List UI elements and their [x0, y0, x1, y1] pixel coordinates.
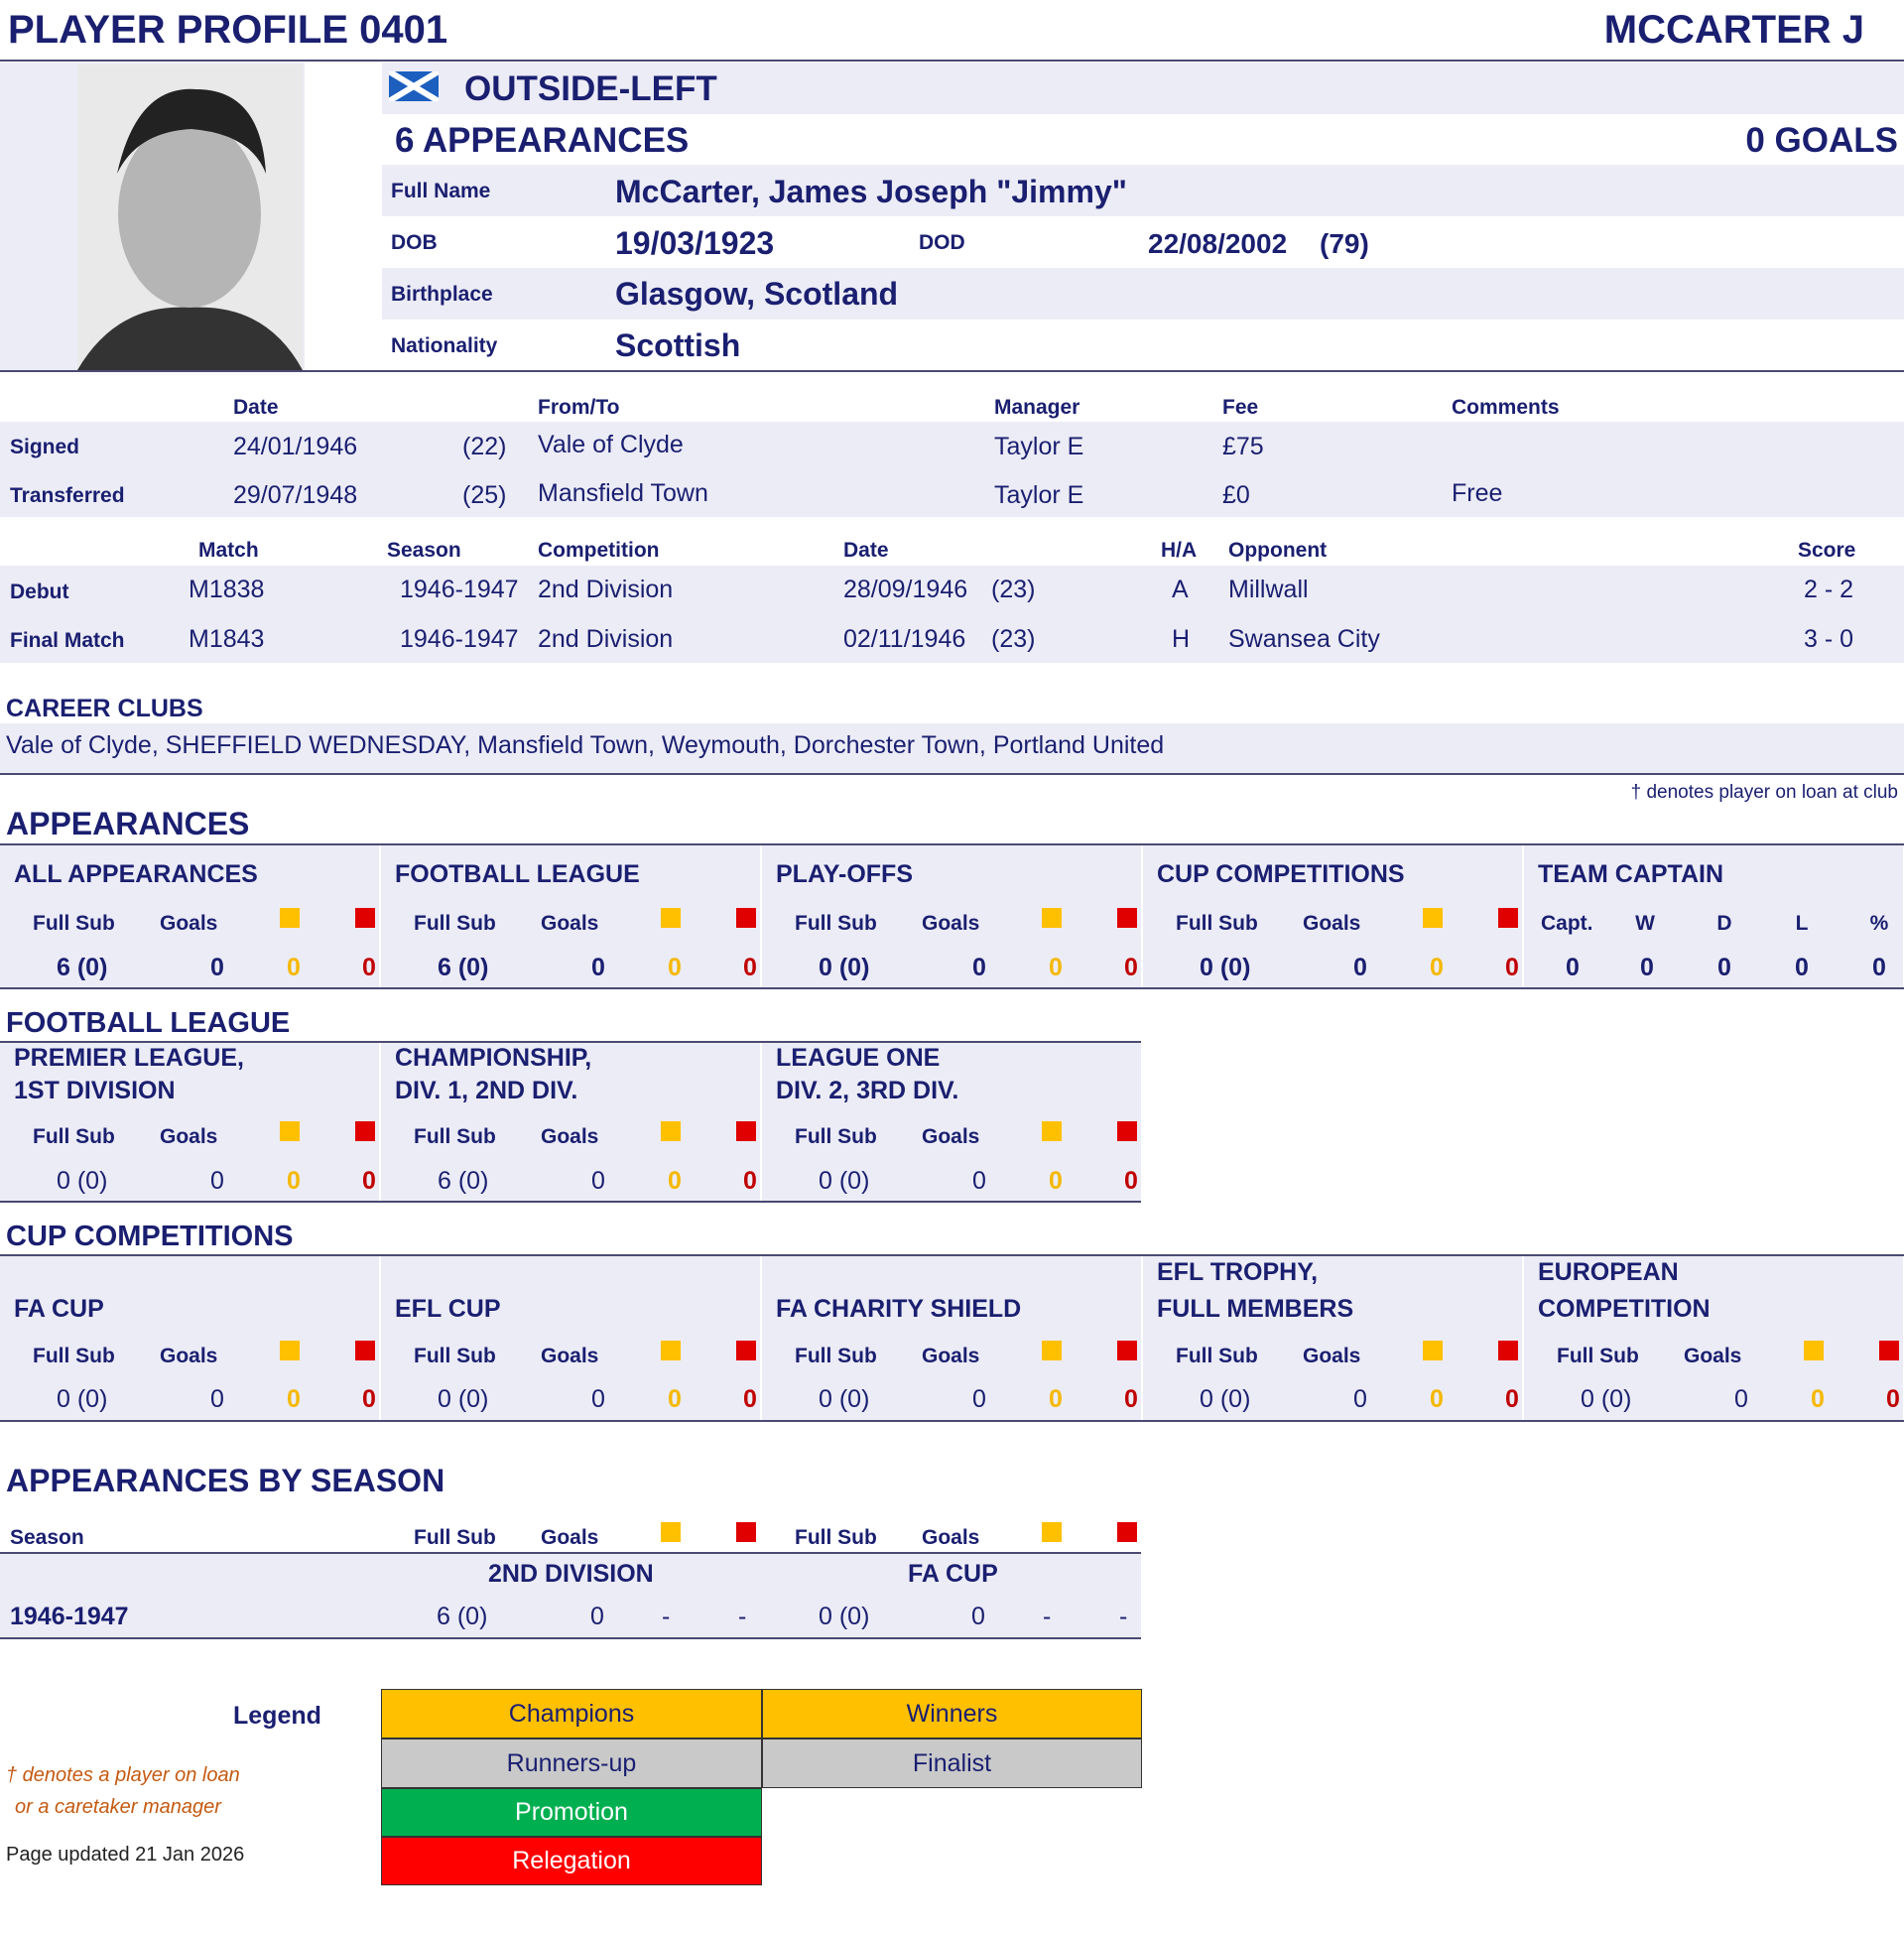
debut-competition: 2nd Division — [538, 576, 674, 603]
yellow-value: 0 — [1430, 1385, 1444, 1413]
captain-value-0: 0 — [1566, 954, 1580, 981]
final-competition: 2nd Division — [538, 625, 674, 653]
cup-block-title-1: EFL TROPHY, — [1157, 1258, 1319, 1286]
career-clubs: Vale of Clyde, SHEFFIELD WEDNESDAY, Mansfield Town, Weymouth, Dorchester Town, Portland United — [6, 731, 1165, 759]
yellow-card-icon — [1042, 1121, 1062, 1141]
goals-header: Goals — [922, 1345, 980, 1367]
legend-winners: Winners — [762, 1689, 1142, 1739]
dod: 22/08/2002 — [1148, 228, 1288, 259]
yellow-value: 0 — [1049, 1167, 1063, 1195]
red-card-icon — [1117, 1522, 1137, 1542]
nationality: Scottish — [615, 327, 741, 363]
goals-value: 0 — [972, 1167, 986, 1195]
yellow-card-icon — [661, 1522, 681, 1542]
transferred-label: Transferred — [10, 484, 125, 507]
appearances-total: 6 APPEARANCES — [395, 121, 690, 160]
goals-header: Goals — [1303, 1345, 1361, 1367]
goals-value: 0 — [210, 1385, 224, 1413]
full-name-label: Full Name — [391, 180, 491, 202]
red-card-icon — [736, 1121, 756, 1141]
yellow-card-icon — [1423, 1341, 1443, 1360]
red-card-icon — [736, 908, 756, 928]
red-card-icon — [736, 1522, 756, 1542]
red-card-icon — [1498, 908, 1518, 928]
yellow-card-icon — [661, 1341, 681, 1360]
captain-header-1: W — [1635, 912, 1655, 935]
legend-note-2: or a caretaker manager — [15, 1796, 221, 1818]
transferred-club: Mansfield Town — [538, 479, 708, 507]
debut-label: Debut — [10, 580, 69, 603]
goals-value: 0 — [210, 1167, 224, 1195]
red-value: 0 — [1124, 1385, 1138, 1413]
season-comp-2: FA CUP — [908, 1560, 998, 1588]
league-block-title-2: DIV. 2, 3RD DIV. — [776, 1077, 959, 1104]
debut-opponent: Millwall — [1228, 576, 1309, 603]
cup-block-title-2: COMPETITION — [1538, 1295, 1711, 1323]
league-block-title-2: DIV. 1, 2ND DIV. — [395, 1077, 578, 1104]
apps-value: 0 (0) — [1581, 1385, 1632, 1413]
full-sub-header: Full Sub — [33, 1345, 115, 1367]
goals-value: 0 — [591, 1385, 605, 1413]
debut-score: 2 - 2 — [1804, 576, 1854, 603]
yellow-card-icon — [280, 1341, 300, 1360]
debut-match: M1838 — [189, 576, 265, 603]
debut-ha: A — [1172, 576, 1189, 603]
player-short-name: MCCARTER J — [1603, 8, 1864, 52]
transferred-manager: Taylor E — [994, 481, 1084, 509]
yellow-value: 0 — [1049, 954, 1063, 981]
th-competition: Competition — [538, 539, 660, 562]
final-match-label: Final Match — [10, 629, 125, 652]
goals-header: Goals — [922, 912, 980, 935]
goals-header: Goals — [541, 1125, 599, 1148]
captain-header-0: Capt. — [1541, 912, 1593, 935]
transferred-fee: £0 — [1222, 481, 1250, 509]
appearances-block-title: FOOTBALL LEAGUE — [395, 860, 640, 888]
debut-age: (23) — [991, 576, 1036, 603]
red-value: 0 — [362, 954, 376, 981]
goals-value: 0 — [591, 954, 605, 981]
apps-value: 6 (0) — [438, 1167, 489, 1195]
captain-header-2: D — [1716, 912, 1732, 935]
red-value: 0 — [1505, 1385, 1519, 1413]
goals-header: Goals — [160, 912, 218, 935]
red-value: 0 — [743, 1385, 757, 1413]
goals-header: Goals — [160, 1125, 218, 1148]
final-opponent: Swansea City — [1228, 625, 1380, 653]
th-score: Score — [1798, 539, 1856, 562]
legend-champions: Champions — [381, 1689, 762, 1739]
yellow-card-icon — [1042, 908, 1062, 928]
red-card-icon — [1498, 1341, 1518, 1360]
apps-value: 0 (0) — [1200, 954, 1251, 981]
appearances-block-title: ALL APPEARANCES — [14, 860, 258, 888]
full-name: McCarter, James Joseph "Jimmy" — [615, 174, 1127, 209]
league-title: FOOTBALL LEAGUE — [6, 1007, 291, 1039]
full-sub-header: Full Sub — [33, 912, 115, 935]
yellow-card-icon — [1804, 1341, 1824, 1360]
transferred-age: (25) — [462, 481, 507, 509]
apps-value: 0 (0) — [57, 1167, 108, 1195]
signed-date: 24/01/1946 — [233, 433, 358, 460]
season-c2-red: - — [1119, 1603, 1128, 1630]
goals-value: 0 — [972, 1385, 986, 1413]
th-match-date: Date — [843, 539, 889, 562]
signed-fee: £75 — [1222, 433, 1264, 460]
th-date: Date — [233, 396, 279, 419]
full-sub-header: Full Sub — [33, 1125, 115, 1148]
debut-date: 28/09/1946 — [843, 576, 968, 603]
goals-value: 0 — [1353, 954, 1367, 981]
appearances-block-title: PLAY-OFFS — [776, 860, 913, 888]
goals-header: Goals — [1684, 1345, 1742, 1367]
dod-age: (79) — [1320, 228, 1369, 259]
cup-block-title-2: EFL CUP — [395, 1295, 501, 1323]
final-ha: H — [1172, 625, 1191, 653]
debut-season: 1946-1947 — [400, 576, 519, 603]
legend-relegation: Relegation — [381, 1837, 762, 1885]
goals-header: Goals — [541, 1345, 599, 1367]
goals-value: 0 — [972, 954, 986, 981]
full-sub-header: Full Sub — [795, 1345, 877, 1367]
dob: 19/03/1923 — [615, 225, 775, 261]
yellow-value: 0 — [287, 1385, 301, 1413]
yellow-card-icon — [280, 1121, 300, 1141]
apps-value: 0 (0) — [1200, 1385, 1251, 1413]
yellow-card-icon — [661, 1121, 681, 1141]
cup-block-title-1: EUROPEAN — [1538, 1258, 1679, 1286]
signed-manager: Taylor E — [994, 433, 1084, 460]
final-date: 02/11/1946 — [843, 625, 966, 653]
dod-label: DOD — [919, 231, 965, 254]
season-c1-red: - — [738, 1603, 747, 1630]
red-card-icon — [1879, 1341, 1899, 1360]
yellow-card-icon — [280, 908, 300, 928]
apps-value: 0 (0) — [819, 1385, 870, 1413]
page-updated: Page updated 21 Jan 2026 — [6, 1844, 245, 1866]
th-manager: Manager — [994, 396, 1080, 419]
th-comments: Comments — [1452, 396, 1560, 419]
apps-value: 0 (0) — [57, 1385, 108, 1413]
apps-value: 0 (0) — [438, 1385, 489, 1413]
league-block-title-1: LEAGUE ONE — [776, 1044, 941, 1072]
red-value: 0 — [1505, 954, 1519, 981]
goals-value: 0 — [210, 954, 224, 981]
dob-label: DOB — [391, 231, 438, 254]
final-season: 1946-1947 — [400, 625, 519, 653]
yellow-value: 0 — [287, 1167, 301, 1195]
signed-club: Vale of Clyde — [538, 431, 684, 458]
red-value: 0 — [743, 1167, 757, 1195]
legend-finalist: Finalist — [762, 1739, 1142, 1788]
season-c1-apps: 6 (0) — [437, 1603, 488, 1630]
red-card-icon — [1117, 1341, 1137, 1360]
yellow-card-icon — [1042, 1522, 1062, 1542]
goals-total: 0 GOALS — [1745, 121, 1898, 160]
yellow-value: 0 — [1049, 1385, 1063, 1413]
season-c2-yellow: - — [1043, 1603, 1052, 1630]
full-sub-header: Full Sub — [414, 1345, 496, 1367]
appearances-title: APPEARANCES — [6, 806, 250, 841]
league-block-title-2: 1ST DIVISION — [14, 1077, 176, 1104]
league-block-title-1: CHAMPIONSHIP, — [395, 1044, 592, 1072]
yellow-value: 0 — [668, 954, 682, 981]
captain-value-2: 0 — [1717, 954, 1731, 981]
captain-header-4: % — [1869, 912, 1889, 935]
page-title: PLAYER PROFILE 0401 — [8, 8, 448, 52]
yellow-value: 0 — [1430, 954, 1444, 981]
position: OUTSIDE-LEFT — [464, 69, 717, 108]
birthplace-label: Birthplace — [391, 283, 493, 306]
season-goals-header: Goals — [541, 1526, 599, 1549]
red-value: 0 — [1886, 1385, 1900, 1413]
red-value: 0 — [362, 1385, 376, 1413]
th-season: Season — [387, 539, 461, 562]
captain-value-1: 0 — [1640, 954, 1654, 981]
scotland-flag-icon — [389, 71, 439, 101]
cup-block-title-2: FA CUP — [14, 1295, 104, 1323]
captain-value-4: 0 — [1872, 954, 1886, 981]
season-c2-apps: 0 (0) — [819, 1603, 870, 1630]
cups-title: CUP COMPETITIONS — [6, 1221, 294, 1252]
season-c1-yellow: - — [662, 1603, 671, 1630]
season-full-sub-header: Full Sub — [795, 1526, 877, 1549]
red-value: 0 — [1124, 954, 1138, 981]
full-sub-header: Full Sub — [1176, 1345, 1258, 1367]
final-age: (23) — [991, 625, 1036, 653]
final-score: 3 - 0 — [1804, 625, 1854, 653]
apps-value: 0 (0) — [819, 954, 870, 981]
red-card-icon — [355, 1341, 375, 1360]
legend-runners-up: Runners-up — [381, 1739, 762, 1788]
captain-value-3: 0 — [1795, 954, 1809, 981]
season-row-season: 1946-1947 — [10, 1603, 129, 1630]
apps-value: 0 (0) — [819, 1167, 870, 1195]
red-card-icon — [1117, 908, 1137, 928]
legend-note-1: † denotes a player on loan — [6, 1764, 240, 1786]
cup-block-title-2: FULL MEMBERS — [1157, 1295, 1354, 1323]
season-c1-goals: 0 — [590, 1603, 604, 1630]
yellow-value: 0 — [287, 954, 301, 981]
goals-value: 0 — [1734, 1385, 1748, 1413]
yellow-card-icon — [661, 908, 681, 928]
full-sub-header: Full Sub — [414, 1125, 496, 1148]
full-sub-header: Full Sub — [1557, 1345, 1639, 1367]
goals-header: Goals — [922, 1125, 980, 1148]
legend-promotion: Promotion — [381, 1788, 762, 1837]
appearances-block-title: CUP COMPETITIONS — [1157, 860, 1405, 888]
red-card-icon — [1117, 1121, 1137, 1141]
final-match-id: M1843 — [189, 625, 265, 653]
captain-title: TEAM CAPTAIN — [1538, 860, 1724, 888]
red-value: 0 — [1124, 1167, 1138, 1195]
th-ha: H/A — [1161, 539, 1198, 562]
goals-header: Goals — [1303, 912, 1361, 935]
season-full-sub-header: Full Sub — [414, 1526, 496, 1549]
career-title: CAREER CLUBS — [6, 695, 203, 722]
season-comp-1: 2ND DIVISION — [488, 1560, 654, 1588]
transferred-date: 29/07/1948 — [233, 481, 358, 509]
league-block-title-1: PREMIER LEAGUE, — [14, 1044, 244, 1072]
captain-header-3: L — [1795, 912, 1809, 935]
red-card-icon — [355, 908, 375, 928]
th-match: Match — [198, 539, 259, 562]
loan-note: † denotes player on loan at club — [1630, 782, 1898, 803]
full-sub-header: Full Sub — [795, 912, 877, 935]
red-card-icon — [355, 1121, 375, 1141]
th-opponent: Opponent — [1228, 539, 1328, 562]
yellow-card-icon — [1042, 1341, 1062, 1360]
goals-header: Goals — [541, 912, 599, 935]
season-c2-goals: 0 — [971, 1603, 985, 1630]
season-label: Season — [10, 1526, 84, 1549]
red-card-icon — [736, 1341, 756, 1360]
transferred-comments: Free — [1452, 479, 1503, 507]
goals-value: 0 — [1353, 1385, 1367, 1413]
cup-block-title-2: FA CHARITY SHIELD — [776, 1295, 1022, 1323]
red-value: 0 — [743, 954, 757, 981]
yellow-value: 0 — [668, 1385, 682, 1413]
nationality-label: Nationality — [391, 334, 498, 357]
yellow-value: 0 — [668, 1167, 682, 1195]
full-sub-header: Full Sub — [1176, 912, 1258, 935]
yellow-card-icon — [1423, 908, 1443, 928]
full-sub-header: Full Sub — [795, 1125, 877, 1148]
yellow-value: 0 — [1811, 1385, 1825, 1413]
red-value: 0 — [362, 1167, 376, 1195]
player-photo — [77, 64, 303, 370]
apps-value: 6 (0) — [438, 954, 489, 981]
birthplace: Glasgow, Scotland — [615, 276, 899, 312]
apps-value: 6 (0) — [57, 954, 108, 981]
th-fee: Fee — [1222, 396, 1259, 419]
legend-title: Legend — [233, 1702, 321, 1730]
th-from-to: From/To — [538, 396, 620, 419]
by-season-title: APPEARANCES BY SEASON — [6, 1463, 445, 1498]
goals-value: 0 — [591, 1167, 605, 1195]
signed-label: Signed — [10, 436, 80, 458]
signed-age: (22) — [462, 433, 507, 460]
full-sub-header: Full Sub — [414, 912, 496, 935]
goals-header: Goals — [160, 1345, 218, 1367]
season-goals-header: Goals — [922, 1526, 980, 1549]
